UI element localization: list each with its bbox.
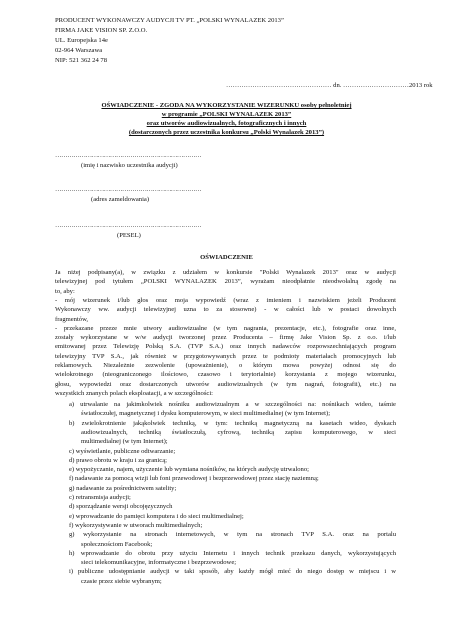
body-line: głosu, wypowiedzi oraz dostarczonych utworów audiowizualnych (w tym nagrań, fotografii), etc.) na <box>55 380 396 388</box>
list-item: b) zwielokrotnienie jakąkolwiek techniką, w tym: techniką magnetyczną na kasetach wideo, dyskach <box>69 419 396 427</box>
document-title-line-2: w programie „POLSKI WYNALAZEK 2013” <box>161 111 292 118</box>
body-line: reklamowych. Niezależnie zezwolenie (upoważnienie), o którym mowa powyżej odnosi się do <box>55 362 396 369</box>
body-line: - mój wizerunek i/lub głos oraz moja wypowiedź (wraz z imieniem i nazwiskiem jeżeli Producent <box>55 296 396 304</box>
pesel-field-label: (PESEL) <box>117 232 141 239</box>
list-item: e) wprowadzanie do pamięci komputera i do sieci multimedialnej; <box>69 512 244 520</box>
list-item: c) retransmisja audycji; <box>69 494 131 501</box>
body-line: wszystkich znanych polach eksploatacji, a w szczególności: <box>55 389 214 397</box>
list-item: c) wyświetlanie, publiczne odtwarzanie; <box>69 447 176 455</box>
body-line: zostały wykorzystane w w/w audycji tworzonej przez Producenta – firmę Jake Vision Sp. z o.o. i/lub <box>55 334 396 342</box>
list-item: i) publiczne udostępnianie audycji w taki sposób, aby każdy mógł mieć do niego dostęp w miejscu i w <box>69 568 396 576</box>
body-line: telewizyjny TVP S.A., jak również w przygotowywanych przez te podmioty materiałach promocyjnych lub <box>55 352 396 360</box>
list-item: g) nadawanie za pośrednictwem satelity; <box>69 484 177 492</box>
list-item: a) utrwalanie na jakimkolwiek nośniku audiowizualnym a w szczególności na: nośnikach wideo, taśmie <box>69 401 396 408</box>
company-city: 02-964 Warszawa <box>55 47 103 54</box>
company-name: PRODUCENT WYKONAWCZY AUDYCJI TV PT. „POLSKI WYNALAZEK 2013” <box>55 17 284 24</box>
company-street: UL. Europejska 14e <box>55 37 108 44</box>
document-title-line-1: OŚWIADCZENIE - ZGODA NA WYKORZYSTANIE WIZERUNKU osoby pełnoletniej <box>101 102 352 109</box>
body-line: to, aby: <box>55 287 75 295</box>
body-line: emitowanej przez Telewizję Polską S.A. (TVP S.A.) oraz innych nadawców rozpowszechniających program <box>55 343 396 351</box>
address-field-dots: ……………………………………………………………… <box>55 186 202 193</box>
list-item: multimedialnej (w tym Internet); <box>81 438 168 446</box>
company-nip: NIP: 521 362 24 78 <box>55 57 108 64</box>
name-field-label: (imię i nazwisko uczestnika audycji) <box>81 162 178 169</box>
document-title-line-3: oraz utworów audiowizualnych, fotograficznych i innych <box>146 120 307 127</box>
address-field-label: (adres zameldowania) <box>91 196 150 203</box>
company-firm: FIRMA JAKE VISION SP. Z.O.O. <box>55 27 148 34</box>
list-item: f) nadawanie za pomocą wizji lub foni przewodowej i bezprzewodowej przez stację naziemną; <box>69 475 319 483</box>
list-item: g) wykorzystanie na stronach internetowych, w tym na stronach TVP S.A. oraz na portalu <box>69 531 396 539</box>
name-field-dots: ……………………………………………………………… <box>55 152 202 159</box>
body-line: Wykonawczy ww. audycji telewizyjnej uzna to za stosowne) - w całości lub w postaci dowolnych <box>55 306 396 314</box>
list-item: światłoczułej, magnetycznej i dysku komputerowym, w sieci multimedialnej (w tym Internet); <box>81 410 331 418</box>
body-line: wielokrotnego (nieograniczonego ilościowo, czasowo i terytorialnie) korzystania z mojego wizerunku, <box>55 371 396 379</box>
list-item: czasie przez siebie wybranym; <box>81 577 162 585</box>
list-item: d) prawo obrotu w kraju i za granicą; <box>69 456 167 464</box>
body-line: - przekazane przeze mnie utwory audiowizualne (w tym nagrania, prezentacje, etc.), fotografie oraz inne, <box>55 324 396 332</box>
body-line: fragmentów, <box>55 315 89 323</box>
body-line: Ja niżej podpisany(a), w związku z udziałem w konkursie "Polski Wynalazek 2013" oraz w audycji <box>55 269 396 276</box>
body-line: telewizyjnej pod tytułem „POLSKI WYNALAZEK 2013”, wyrażam nieodpłatnie nieodwołalną zgodę na <box>55 278 396 286</box>
list-item: audiowizualnych, techniką światłoczułą, cyfrową, techniką zapisu komputerowego, w sieci <box>81 428 396 436</box>
list-item: d) sporządzanie wersji obcojęzycznych <box>69 503 173 511</box>
list-item: f) wykorzystywanie w utworach multimedialnych; <box>69 521 203 529</box>
list-item: sieci telekomunikacyjne, informatyczne i bezprzewodowe; <box>81 559 237 567</box>
document-title-line-4: (dostarczonych przez uczestnika konkursu „Polski Wynalazek 2013”) <box>128 129 325 136</box>
list-item: h) wprowadzanie do obrotu przy użyciu Internetu i innych technik przekazu danych, wykorzystujących <box>69 549 396 557</box>
date-line: ………………………………………… dn. …………………………2013 rok <box>226 82 433 89</box>
list-item: e) wypożyczanie, najem, użyczenie lub wymiana nośników, na których audycję utrwalono; <box>69 466 309 474</box>
pesel-field-dots: ……………………………………………………………… <box>55 222 202 229</box>
section-heading: OŚWIADCZENIE <box>200 254 253 261</box>
list-item: społecznościom Facebook; <box>81 540 153 548</box>
